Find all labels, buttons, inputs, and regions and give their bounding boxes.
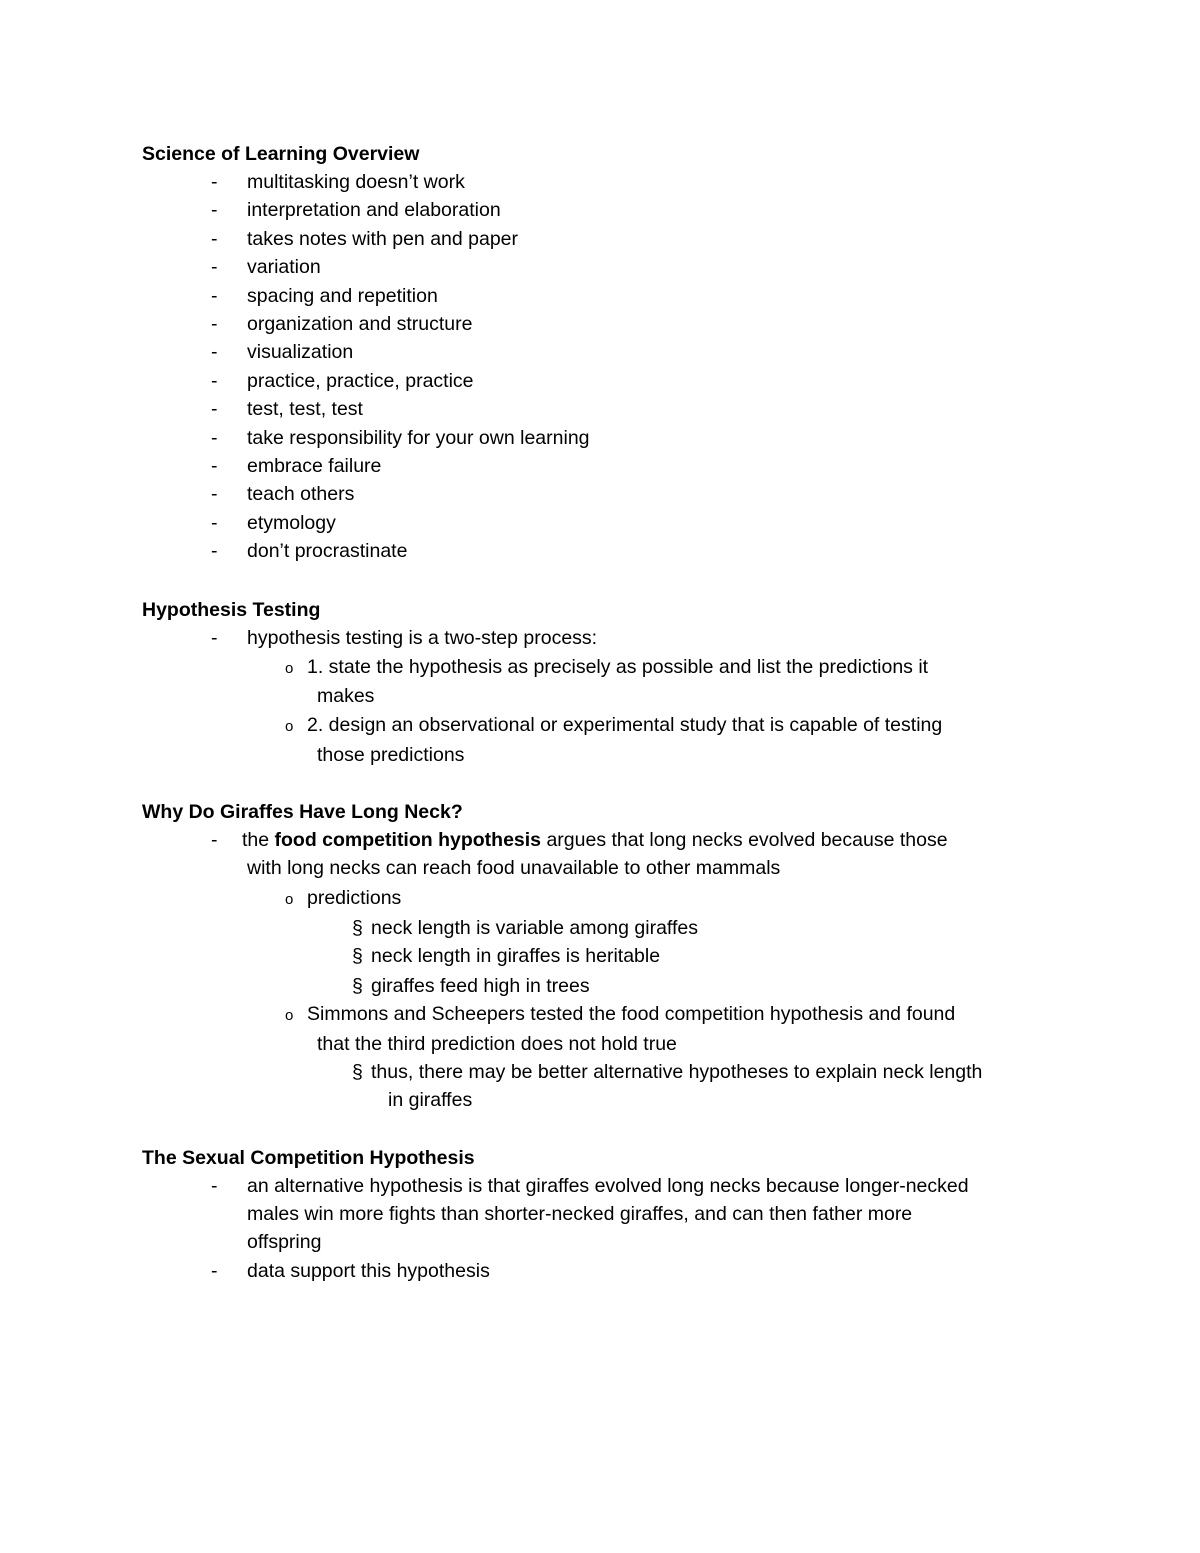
circle-bullet: o bbox=[285, 891, 294, 908]
dash-bullet: - bbox=[211, 829, 218, 851]
list-item: thus, there may be better alternative hypotheses to explain neck length bbox=[371, 1061, 983, 1083]
list-item-continuation: that the third prediction does not hold true bbox=[317, 1033, 677, 1055]
circle-bullet: o bbox=[285, 1007, 294, 1024]
dash-bullet: - bbox=[211, 228, 218, 250]
list-item: neck length is variable among giraffes bbox=[371, 917, 698, 939]
dash-bullet: - bbox=[211, 427, 218, 449]
list-item: takes notes with pen and paper bbox=[247, 228, 519, 250]
dash-bullet: - bbox=[211, 455, 218, 477]
list-item: hypothesis testing is a two-step process: bbox=[247, 627, 598, 649]
list-item bbox=[242, 829, 948, 852]
list-item: organization and structure bbox=[247, 313, 473, 335]
heading-sexual-competition: The Sexual Competition Hypothesis bbox=[142, 1147, 475, 1169]
list-item: embrace failure bbox=[247, 455, 382, 477]
section-bullet: § bbox=[352, 917, 363, 939]
list-item: don’t procrastinate bbox=[247, 540, 408, 562]
list-item: 2. design an observational or experimental study that is capable of testing bbox=[307, 714, 943, 736]
list-item: spacing and repetition bbox=[247, 285, 438, 307]
list-item-continuation: males win more fights than shorter-necked giraffes, and can then father more bbox=[247, 1203, 913, 1225]
list-item: Simmons and Scheepers tested the food competition hypothesis and found bbox=[307, 1003, 956, 1025]
dash-bullet: - bbox=[211, 627, 218, 649]
list-item: etymology bbox=[247, 512, 336, 534]
dash-bullet: - bbox=[211, 199, 218, 221]
list-item-continuation: those predictions bbox=[317, 744, 465, 766]
bold-term: food competition hypothesis bbox=[274, 829, 542, 851]
dash-bullet: - bbox=[211, 540, 218, 562]
circle-bullet: o bbox=[285, 660, 294, 677]
dash-bullet: - bbox=[211, 171, 218, 193]
heading-hypothesis-testing: Hypothesis Testing bbox=[142, 599, 321, 621]
dash-bullet: - bbox=[211, 285, 218, 307]
list-item: practice, practice, practice bbox=[247, 370, 474, 392]
text-run: argues that long necks evolved because those bbox=[541, 829, 948, 851]
section-bullet: § bbox=[352, 975, 363, 997]
dash-bullet: - bbox=[211, 398, 218, 420]
list-item: multitasking doesn’t work bbox=[247, 171, 465, 193]
dash-bullet: - bbox=[211, 483, 218, 505]
list-item: data support this hypothesis bbox=[247, 1260, 490, 1282]
list-item: 1. state the hypothesis as precisely as possible and list the predictions it bbox=[307, 656, 929, 678]
dash-bullet: - bbox=[211, 1260, 218, 1282]
section-bullet: § bbox=[352, 945, 363, 967]
list-item: take responsibility for your own learning bbox=[247, 427, 590, 449]
heading-science-of-learning: Science of Learning Overview bbox=[142, 143, 420, 165]
list-item: teach others bbox=[247, 483, 355, 505]
list-item: predictions bbox=[307, 887, 402, 909]
dash-bullet: - bbox=[211, 1175, 218, 1197]
circle-bullet: o bbox=[285, 718, 294, 735]
dash-bullet: - bbox=[211, 341, 218, 363]
list-item: an alternative hypothesis is that giraffes evolved long necks because longer-necked bbox=[247, 1175, 969, 1197]
list-item-continuation: offspring bbox=[247, 1231, 322, 1253]
list-item-continuation: makes bbox=[317, 685, 375, 707]
dash-bullet: - bbox=[211, 313, 218, 335]
section-bullet: § bbox=[352, 1061, 363, 1083]
list-item: variation bbox=[247, 256, 321, 278]
dash-bullet: - bbox=[211, 512, 218, 534]
list-item: giraffes feed high in trees bbox=[371, 975, 590, 997]
dash-bullet: - bbox=[211, 370, 218, 392]
list-item: interpretation and elaboration bbox=[247, 199, 501, 221]
list-item-continuation: in giraffes bbox=[388, 1089, 473, 1111]
list-item: test, test, test bbox=[247, 398, 363, 420]
list-item: neck length in giraffes is heritable bbox=[371, 945, 661, 967]
heading-giraffes: Why Do Giraffes Have Long Neck? bbox=[142, 801, 463, 823]
text-run: the bbox=[242, 829, 275, 851]
list-item: visualization bbox=[247, 341, 354, 363]
dash-bullet: - bbox=[211, 256, 218, 278]
list-item-continuation: with long necks can reach food unavailable to other mammals bbox=[247, 857, 781, 879]
